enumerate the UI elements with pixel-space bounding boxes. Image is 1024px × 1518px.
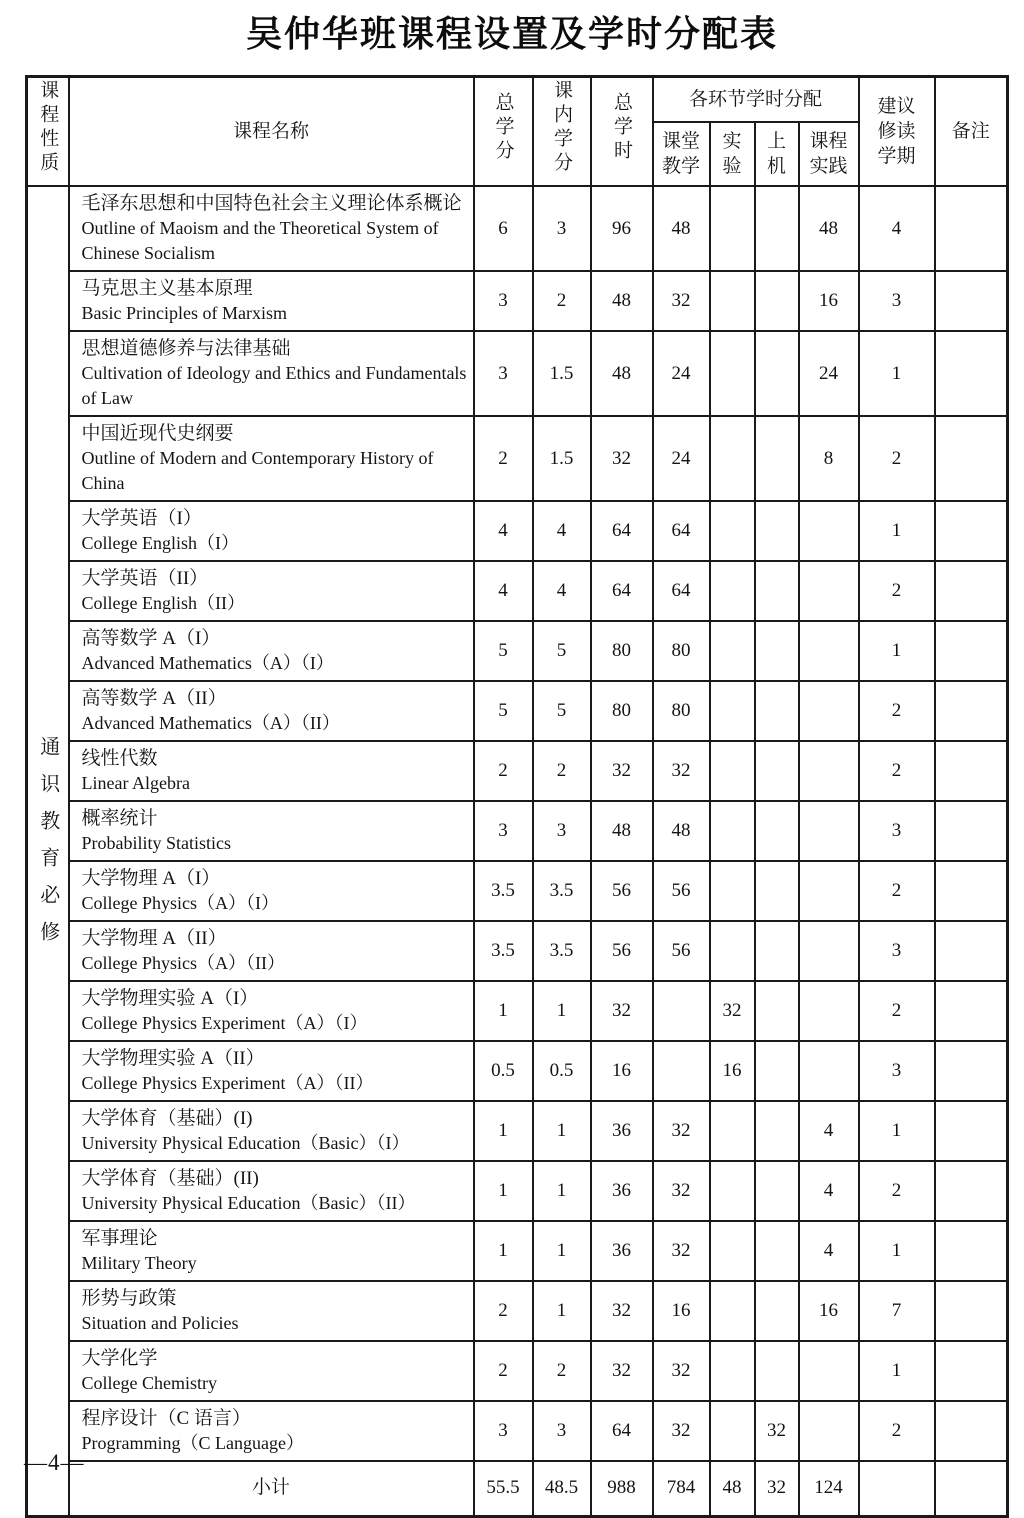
course-row: [27, 561, 1008, 621]
cell-semester: 1: [859, 1341, 935, 1401]
course-allocation-table: [25, 75, 1009, 1518]
course-name-cell: [69, 1101, 474, 1161]
cell-computer: [755, 186, 799, 271]
cell-total-credits: 2: [474, 741, 533, 801]
header-classroom-label: 课堂教学: [661, 131, 700, 178]
course-name-cell: [69, 981, 474, 1041]
cell-total-hours: 36: [591, 1101, 653, 1161]
cell-semester: 1: [859, 501, 935, 561]
cell-semester: 1: [859, 1101, 935, 1161]
cell-practice: [799, 1401, 859, 1461]
cell-practice: 8: [799, 416, 859, 501]
cell-classroom: 64: [653, 501, 710, 561]
cell-computer: [755, 1341, 799, 1401]
cell-notes: [935, 801, 1008, 861]
cell-total-credits: 3: [474, 801, 533, 861]
course-name-zh: 大学物理实验 A（I）: [81, 988, 259, 1009]
course-name-en: College Physics Experiment（A）（II）: [81, 1073, 374, 1093]
cell-semester: 2: [859, 1161, 935, 1221]
cell-practice: [799, 621, 859, 681]
header-classroom: [653, 122, 710, 186]
cell-notes: [935, 1161, 1008, 1221]
course-name-en: Cultivation of Ideology and Ethics and Fundamentals of Law: [81, 363, 467, 408]
cell-computer: 32: [755, 1401, 799, 1461]
cell-in-class-credits: 3: [533, 186, 591, 271]
cell-classroom: 24: [653, 416, 710, 501]
course-name-cell: [69, 1041, 474, 1101]
cell-total-credits: 4: [474, 561, 533, 621]
cell-notes: [935, 741, 1008, 801]
course-row: [27, 186, 1008, 271]
course-name-zh: 程序设计（C 语言）: [81, 1408, 251, 1429]
subtotal-notes: [935, 1461, 1008, 1516]
course-row: [27, 681, 1008, 741]
course-row: [27, 801, 1008, 861]
cell-semester: 2: [859, 561, 935, 621]
cell-classroom: 32: [653, 1161, 710, 1221]
course-name-cell: [69, 1281, 474, 1341]
cell-computer: [755, 621, 799, 681]
cell-total-hours: 36: [591, 1161, 653, 1221]
cell-computer: [755, 1041, 799, 1101]
subtotal-classroom: 784: [653, 1461, 710, 1516]
subtotal-row: [27, 1461, 1008, 1516]
cell-experiment: [710, 1161, 755, 1221]
cell-total-credits: 3.5: [474, 921, 533, 981]
course-name-zh: 大学物理 A（I）: [81, 868, 221, 889]
cell-in-class-credits: 5: [533, 681, 591, 741]
course-name-zh: 大学英语（I）: [81, 508, 202, 529]
course-row: [27, 621, 1008, 681]
cell-experiment: 16: [710, 1041, 755, 1101]
cell-semester: 3: [859, 271, 935, 331]
cell-semester: 2: [859, 416, 935, 501]
cell-practice: 48: [799, 186, 859, 271]
cell-semester: 2: [859, 1401, 935, 1461]
cell-computer: [755, 416, 799, 501]
cell-total-hours: 80: [591, 681, 653, 741]
header-notes: 备注: [935, 77, 1008, 187]
cell-classroom: 48: [653, 801, 710, 861]
cell-semester: 3: [859, 801, 935, 861]
cell-classroom: 32: [653, 741, 710, 801]
cell-classroom: 80: [653, 621, 710, 681]
cell-practice: 4: [799, 1161, 859, 1221]
cell-semester: 1: [859, 331, 935, 416]
cell-computer: [755, 331, 799, 416]
course-row: [27, 1341, 1008, 1401]
cell-classroom: 56: [653, 921, 710, 981]
course-name-zh: 大学物理实验 A（II）: [81, 1048, 265, 1069]
cell-notes: [935, 921, 1008, 981]
cell-experiment: [710, 921, 755, 981]
cell-total-hours: 32: [591, 1281, 653, 1341]
header-in-class-credits-label: 课内学分: [551, 80, 572, 176]
cell-total-hours: 64: [591, 1401, 653, 1461]
header-semester-label: 建议修读学期: [877, 96, 916, 167]
cell-experiment: [710, 681, 755, 741]
cell-practice: [799, 801, 859, 861]
cell-total-hours: 56: [591, 921, 653, 981]
header-computer: [755, 122, 799, 186]
cell-semester: 1: [859, 1221, 935, 1281]
cell-total-credits: 3: [474, 331, 533, 416]
course-name-cell: [69, 681, 474, 741]
cell-in-class-credits: 1: [533, 1161, 591, 1221]
cell-classroom: 32: [653, 1341, 710, 1401]
cell-total-hours: 56: [591, 861, 653, 921]
cell-practice: [799, 681, 859, 741]
course-row: [27, 981, 1008, 1041]
header-course-nature: [27, 77, 69, 187]
course-name-en: Probability Statistics: [81, 833, 232, 853]
course-name-cell: [69, 331, 474, 416]
cell-classroom: 80: [653, 681, 710, 741]
cell-total-hours: 32: [591, 416, 653, 501]
cell-semester: 2: [859, 981, 935, 1041]
cell-practice: [799, 981, 859, 1041]
cell-total-hours: 32: [591, 1341, 653, 1401]
cell-semester: 2: [859, 741, 935, 801]
cell-practice: [799, 1041, 859, 1101]
course-name-en: University Physical Education（Basic）（II）: [81, 1193, 416, 1213]
cell-semester: 4: [859, 186, 935, 271]
course-row: [27, 271, 1008, 331]
course-row: [27, 1041, 1008, 1101]
cell-in-class-credits: 1: [533, 1281, 591, 1341]
table-body: [27, 186, 1008, 1516]
course-row: [27, 741, 1008, 801]
cell-total-hours: 36: [591, 1221, 653, 1281]
cell-total-credits: 5: [474, 621, 533, 681]
cell-in-class-credits: 1.5: [533, 416, 591, 501]
course-row: [27, 1161, 1008, 1221]
course-name-en: Advanced Mathematics（A）（II）: [81, 713, 340, 733]
subtotal-computer: 32: [755, 1461, 799, 1516]
cell-total-credits: 6: [474, 186, 533, 271]
cell-notes: [935, 501, 1008, 561]
cell-notes: [935, 1281, 1008, 1341]
subtotal-practice: 124: [799, 1461, 859, 1516]
cell-in-class-credits: 1: [533, 1101, 591, 1161]
cell-practice: [799, 501, 859, 561]
course-name-en: Basic Principles of Marxism: [81, 303, 287, 323]
cell-total-hours: 48: [591, 271, 653, 331]
subtotal-total-hours: 988: [591, 1461, 653, 1516]
cell-in-class-credits: 0.5: [533, 1041, 591, 1101]
cell-notes: [935, 331, 1008, 416]
course-name-en: College Physics（A）（II）: [81, 953, 285, 973]
cell-total-hours: 80: [591, 621, 653, 681]
course-name-zh: 高等数学 A（I）: [81, 628, 221, 649]
cell-total-credits: 2: [474, 1341, 533, 1401]
cell-experiment: [710, 1401, 755, 1461]
cell-semester: 1: [859, 621, 935, 681]
cell-in-class-credits: 4: [533, 561, 591, 621]
header-practice-label: 课程实践: [809, 131, 848, 178]
header-total-credits: [474, 77, 533, 187]
cell-in-class-credits: 2: [533, 1341, 591, 1401]
cell-notes: [935, 861, 1008, 921]
header-semester: [859, 77, 935, 187]
course-name-zh: 概率统计: [81, 808, 158, 829]
cell-practice: [799, 1341, 859, 1401]
course-name-zh: 大学物理 A（II）: [81, 928, 227, 949]
cell-experiment: [710, 1341, 755, 1401]
cell-in-class-credits: 1: [533, 981, 591, 1041]
course-nature-group-cell: [27, 186, 69, 1516]
cell-computer: [755, 271, 799, 331]
cell-classroom: [653, 1041, 710, 1101]
course-name-cell: [69, 1401, 474, 1461]
course-name-en: Outline of Maoism and the Theoretical System of Chinese Socialism: [81, 218, 439, 263]
course-name-zh: 大学化学: [81, 1348, 158, 1369]
course-name-en: College Physics Experiment（A）（I）: [81, 1013, 368, 1033]
cell-practice: [799, 861, 859, 921]
cell-classroom: 24: [653, 331, 710, 416]
course-name-cell: [69, 186, 474, 271]
course-name-zh: 高等数学 A（II）: [81, 688, 227, 709]
course-name-cell: [69, 416, 474, 501]
course-name-cell: [69, 621, 474, 681]
header-experiment-label: 实验: [722, 131, 742, 178]
cell-total-hours: 48: [591, 331, 653, 416]
cell-total-credits: 3: [474, 271, 533, 331]
cell-in-class-credits: 3: [533, 801, 591, 861]
cell-computer: [755, 561, 799, 621]
cell-total-credits: 2: [474, 416, 533, 501]
cell-notes: [935, 621, 1008, 681]
course-name-cell: [69, 1341, 474, 1401]
cell-notes: [935, 1041, 1008, 1101]
cell-in-class-credits: 2: [533, 741, 591, 801]
cell-classroom: 32: [653, 1401, 710, 1461]
course-name-zh: 大学体育（基础）(I): [81, 1108, 253, 1129]
cell-total-credits: 4: [474, 501, 533, 561]
cell-notes: [935, 271, 1008, 331]
course-row: [27, 1221, 1008, 1281]
course-row: [27, 921, 1008, 981]
header-course-nature-label: 课程性质: [37, 80, 59, 176]
cell-computer: [755, 1161, 799, 1221]
cell-experiment: [710, 561, 755, 621]
cell-total-credits: 2: [474, 1281, 533, 1341]
cell-total-credits: 0.5: [474, 1041, 533, 1101]
cell-notes: [935, 981, 1008, 1041]
course-name-en: College Physics（A）（I）: [81, 893, 279, 913]
course-name-cell: [69, 271, 474, 331]
cell-notes: [935, 1221, 1008, 1281]
course-name-cell: [69, 741, 474, 801]
cell-semester: 3: [859, 1041, 935, 1101]
course-name-en: College English（II）: [81, 593, 245, 613]
cell-experiment: [710, 1101, 755, 1161]
course-name-cell: [69, 861, 474, 921]
cell-notes: [935, 681, 1008, 741]
cell-experiment: [710, 186, 755, 271]
course-row: [27, 331, 1008, 416]
course-name-en: Programming（C Language）: [81, 1433, 304, 1453]
cell-notes: [935, 416, 1008, 501]
cell-total-credits: 1: [474, 981, 533, 1041]
cell-experiment: [710, 741, 755, 801]
course-row: [27, 1281, 1008, 1341]
cell-classroom: 48: [653, 186, 710, 271]
cell-in-class-credits: 2: [533, 271, 591, 331]
course-name-zh: 毛泽东思想和中国特色社会主义理论体系概论: [81, 193, 462, 214]
cell-computer: [755, 1101, 799, 1161]
course-row: [27, 861, 1008, 921]
header-in-class-credits: [533, 77, 591, 187]
cell-semester: 7: [859, 1281, 935, 1341]
cell-total-credits: 5: [474, 681, 533, 741]
cell-experiment: [710, 621, 755, 681]
course-name-en: University Physical Education（Basic）（I）: [81, 1133, 410, 1153]
header-experiment: [710, 122, 755, 186]
cell-experiment: [710, 501, 755, 561]
cell-practice: 4: [799, 1221, 859, 1281]
cell-computer: [755, 681, 799, 741]
header-total-credits-label: 总学分: [492, 92, 514, 164]
cell-classroom: [653, 981, 710, 1041]
course-name-en: Outline of Modern and Contemporary History of China: [81, 448, 434, 493]
course-name-zh: 形势与政策: [81, 1288, 177, 1309]
course-name-en: Military Theory: [81, 1253, 197, 1273]
cell-computer: [755, 801, 799, 861]
cell-computer: [755, 1281, 799, 1341]
course-nature-group-label: 通识教育必修: [36, 736, 59, 959]
cell-total-credits: 1: [474, 1221, 533, 1281]
cell-notes: [935, 1101, 1008, 1161]
subtotal-label-cell: 小计: [69, 1461, 474, 1516]
cell-practice: 16: [799, 271, 859, 331]
cell-total-hours: 64: [591, 561, 653, 621]
page-title: 吴仲华班课程设置及学时分配表: [245, 13, 778, 54]
course-name-cell: [69, 1161, 474, 1221]
course-name-zh: 中国近现代史纲要: [81, 423, 234, 444]
header-total-hours: [591, 77, 653, 187]
cell-practice: [799, 921, 859, 981]
course-row: [27, 501, 1008, 561]
course-name-en: Situation and Policies: [81, 1313, 239, 1333]
course-row: [27, 1401, 1008, 1461]
cell-computer: [755, 981, 799, 1041]
course-name-zh: 军事理论: [81, 1228, 158, 1249]
cell-experiment: [710, 861, 755, 921]
cell-total-credits: 1: [474, 1161, 533, 1221]
cell-total-hours: 96: [591, 186, 653, 271]
cell-classroom: 32: [653, 1101, 710, 1161]
cell-total-hours: 16: [591, 1041, 653, 1101]
subtotal-semester: [859, 1461, 935, 1516]
cell-notes: [935, 1341, 1008, 1401]
cell-total-credits: 1: [474, 1101, 533, 1161]
cell-computer: [755, 501, 799, 561]
cell-practice: 4: [799, 1101, 859, 1161]
cell-experiment: 32: [710, 981, 755, 1041]
course-name-en: College English（I）: [81, 533, 239, 553]
cell-in-class-credits: 1: [533, 1221, 591, 1281]
course-name-en: Linear Algebra: [81, 773, 190, 793]
cell-practice: [799, 741, 859, 801]
cell-classroom: 32: [653, 1221, 710, 1281]
course-name-zh: 大学英语（II）: [81, 568, 209, 589]
course-name-cell: [69, 1221, 474, 1281]
cell-notes: [935, 561, 1008, 621]
cell-classroom: 16: [653, 1281, 710, 1341]
cell-in-class-credits: 5: [533, 621, 591, 681]
cell-practice: 24: [799, 331, 859, 416]
cell-practice: [799, 561, 859, 621]
cell-experiment: [710, 1281, 755, 1341]
course-name-cell: [69, 501, 474, 561]
cell-experiment: [710, 331, 755, 416]
course-name-en: College Chemistry: [81, 1373, 217, 1393]
course-name-zh: 线性代数: [81, 748, 158, 769]
table-header: [27, 77, 1008, 187]
subtotal-experiment: 48: [710, 1461, 755, 1516]
cell-in-class-credits: 1.5: [533, 331, 591, 416]
header-computer-label: 上机: [766, 131, 786, 178]
cell-in-class-credits: 3.5: [533, 921, 591, 981]
cell-computer: [755, 861, 799, 921]
header-total-hours-label: 总学时: [611, 92, 632, 164]
course-name-cell: [69, 561, 474, 621]
header-hours-allocation: 各环节学时分配: [653, 77, 859, 123]
cell-total-credits: 3.5: [474, 861, 533, 921]
cell-computer: [755, 741, 799, 801]
cell-semester: 3: [859, 921, 935, 981]
cell-notes: [935, 186, 1008, 271]
cell-semester: 2: [859, 861, 935, 921]
course-name-zh: 大学体育（基础）(II): [81, 1168, 259, 1189]
subtotal-in-class-credits: 48.5: [533, 1461, 591, 1516]
cell-computer: [755, 1221, 799, 1281]
course-name-cell: [69, 801, 474, 861]
cell-experiment: [710, 1221, 755, 1281]
course-name-zh: 马克思主义基本原理: [81, 278, 253, 299]
cell-in-class-credits: 4: [533, 501, 591, 561]
course-name-en: Advanced Mathematics（A）（I）: [81, 653, 334, 673]
cell-practice: 16: [799, 1281, 859, 1341]
cell-experiment: [710, 801, 755, 861]
cell-in-class-credits: 3.5: [533, 861, 591, 921]
cell-experiment: [710, 271, 755, 331]
cell-in-class-credits: 3: [533, 1401, 591, 1461]
page-number: —4—: [24, 1450, 85, 1475]
course-name-zh: 思想道德修养与法律基础: [81, 338, 291, 359]
subtotal-total-credits: 55.5: [474, 1461, 533, 1516]
cell-classroom: 32: [653, 271, 710, 331]
course-row: [27, 1101, 1008, 1161]
cell-total-hours: 32: [591, 981, 653, 1041]
header-practice: [799, 122, 859, 186]
cell-classroom: 64: [653, 561, 710, 621]
cell-total-credits: 3: [474, 1401, 533, 1461]
cell-classroom: 56: [653, 861, 710, 921]
header-course-name: 课程名称: [69, 77, 474, 187]
cell-total-hours: 64: [591, 501, 653, 561]
course-row: [27, 416, 1008, 501]
course-name-cell: [69, 921, 474, 981]
cell-experiment: [710, 416, 755, 501]
cell-total-hours: 32: [591, 741, 653, 801]
cell-semester: 2: [859, 681, 935, 741]
cell-total-hours: 48: [591, 801, 653, 861]
cell-computer: [755, 921, 799, 981]
cell-notes: [935, 1401, 1008, 1461]
